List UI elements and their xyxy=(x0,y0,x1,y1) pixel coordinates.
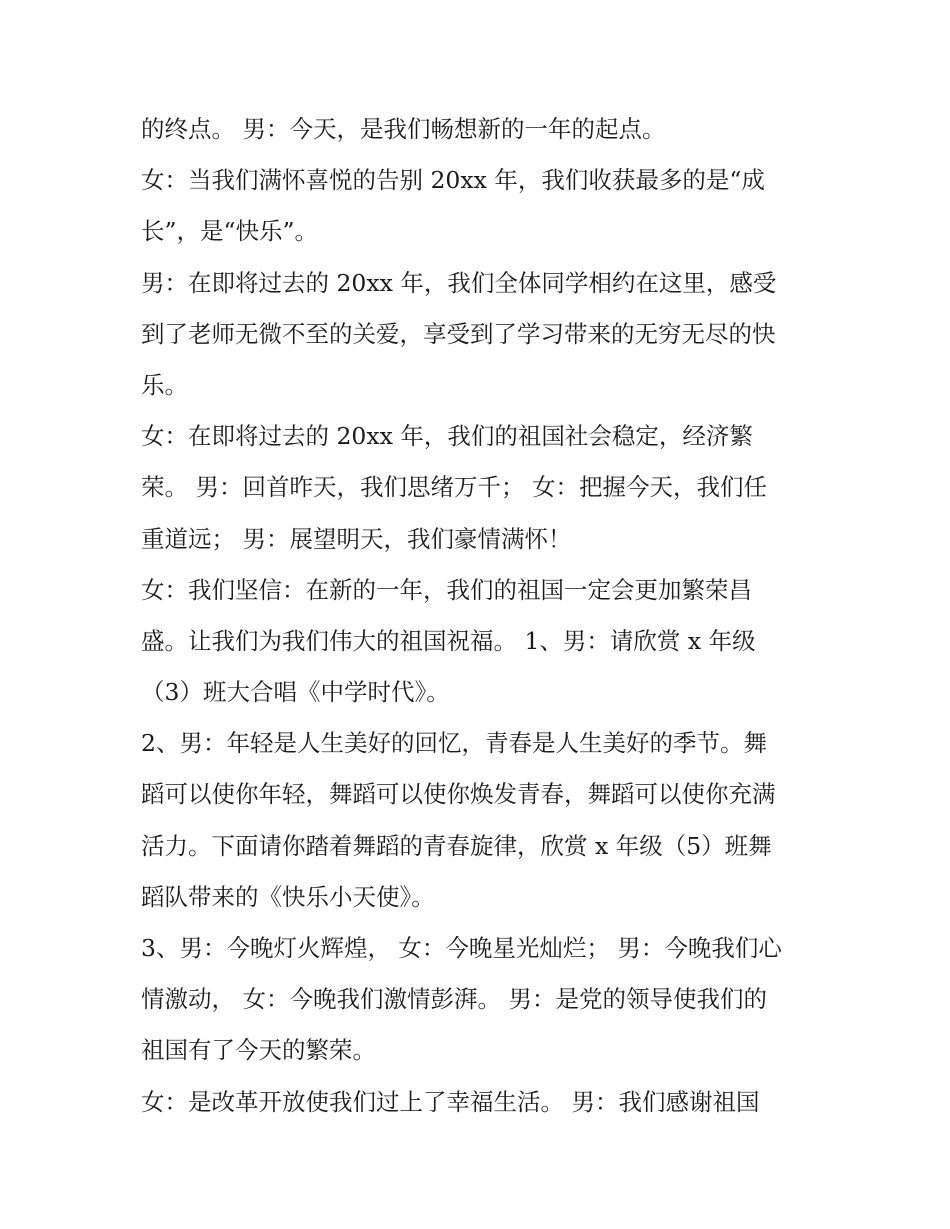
text-line: 乐。 xyxy=(141,370,188,399)
text-line: 蹈队带来的《快乐小天使》。 xyxy=(141,882,435,911)
text-line: 女：我们坚信：在新的一年，我们的祖国一定会更加繁荣昌 xyxy=(141,575,752,604)
text-line: 情激动， 女：今晚我们激情彭湃。 男：是党的领导使我们的 xyxy=(141,985,767,1014)
text-line: 长”，是“快乐”。 xyxy=(141,217,319,246)
text-line: 到了老师无微不至的关爱，享受到了学习带来的无穷无尽的快 xyxy=(141,319,776,348)
text-line: 2、男：年轻是人生美好的回忆，青春是人生美好的季节。舞 xyxy=(141,729,767,758)
text-line: 女：当我们满怀喜悦的告别 20xx 年，我们收获最多的是“成 xyxy=(141,166,765,195)
text-line: 盛。让我们为我们伟大的祖国祝福。 1、男：请欣赏 x 年级 xyxy=(141,626,756,655)
text-line: 蹈可以使你年轻，舞蹈可以使你焕发青春，舞蹈可以使你充满 xyxy=(141,780,776,809)
text-line: 女：是改革开放使我们过上了幸福生活。 男：我们感谢祖国 xyxy=(141,1087,760,1116)
text-line: 活力。下面请你踏着舞蹈的青春旋律，欣赏 x 年级（5）班舞 xyxy=(141,831,772,860)
text-line: 女：在即将过去的 20xx 年，我们的祖国社会稳定，经济繁 xyxy=(141,422,753,451)
text-line: 3、男：今晚灯火辉煌， 女：今晚星光灿烂； 男：今晚我们心 xyxy=(141,934,782,962)
text-line: （3）班大合唱《中学时代》。 xyxy=(141,678,450,707)
document-body xyxy=(141,104,821,1128)
text-line: 的终点。 男：今天，是我们畅想新的一年的起点。 xyxy=(141,115,666,143)
text-line: 男：在即将过去的 20xx 年，我们全体同学相约在这里，感受 xyxy=(141,268,777,297)
text-line: 重道远； 男：展望明天，我们豪情满怀！ xyxy=(141,524,572,553)
text-line: 祖国有了今天的繁荣。 xyxy=(141,1036,376,1065)
text-line: 荣。 男：回首昨天，我们思绪万千； 女：把握今天，我们任 xyxy=(141,473,767,502)
